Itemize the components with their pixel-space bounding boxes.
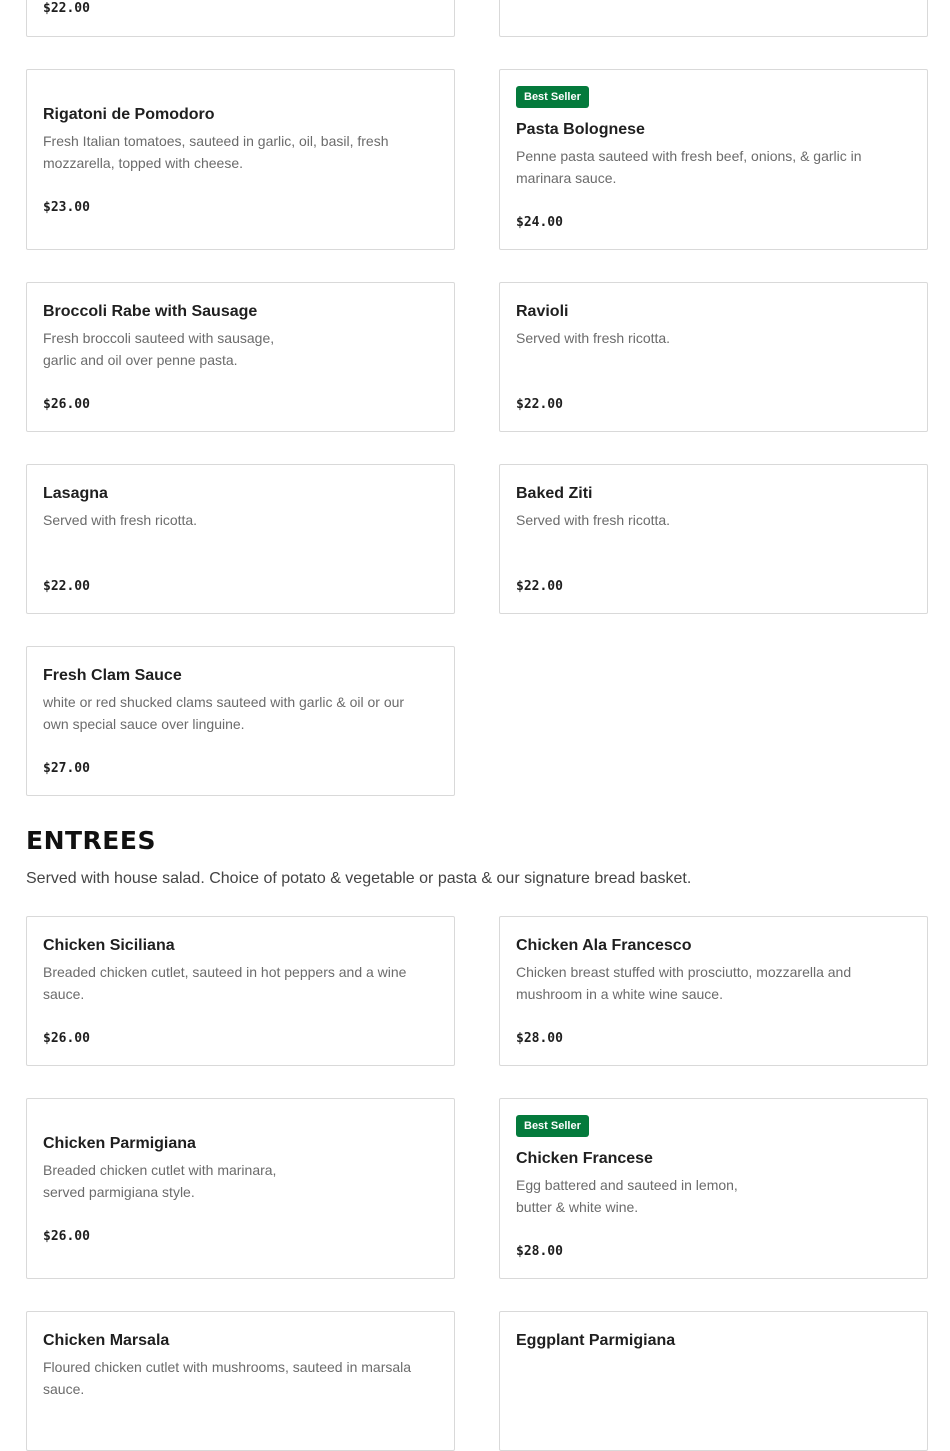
best-seller-badge: Best Seller [516, 86, 589, 108]
item-price: $22.00 [516, 579, 563, 594]
menu-item-chicken-ala-francesco[interactable] [499, 916, 928, 1066]
menu-item-chicken-francese[interactable] [499, 1098, 928, 1279]
item-name: Eggplant Parmigiana [516, 1332, 676, 1349]
item-name: Fresh Clam Sauce [43, 667, 182, 684]
item-name: Chicken Parmigiana [43, 1135, 196, 1152]
item-name: Broccoli Rabe with Sausage [43, 303, 258, 320]
menu-item-chicken-marsala[interactable] [26, 1311, 455, 1451]
item-name: Chicken Ala Francesco [516, 937, 692, 954]
item-description: Breaded chicken cutlet with marinara, served parmigiana style. [43, 1162, 277, 1200]
item-name: Chicken Siciliana [43, 937, 175, 954]
item-price: $26.00 [43, 397, 90, 412]
item-price: $23.00 [43, 200, 90, 215]
menu-item-card[interactable] [499, 0, 928, 37]
item-name: Baked Ziti [516, 485, 593, 502]
item-description: Fresh broccoli sauteed with sausage, garlic and oil over penne pasta. [43, 330, 275, 368]
item-name: Ravioli [516, 303, 569, 320]
menu-item-ravioli[interactable] [499, 282, 928, 432]
menu-item-chicken-parmigiana[interactable] [26, 1098, 455, 1279]
item-name: Pasta Bolognese [516, 121, 645, 138]
menu-item-broccoli-rabe-with-sausage[interactable] [26, 282, 455, 432]
item-description: Floured chicken cutlet with mushrooms, sauteed in marsala sauce. [43, 1359, 412, 1397]
item-price: $22.00 [516, 397, 563, 412]
menu-item-chicken-siciliana[interactable] [26, 916, 455, 1066]
item-description: Served with fresh ricotta. [516, 512, 671, 528]
menu-item-pasta-bolognese[interactable] [499, 69, 928, 250]
section-title-entrees: ENTREES [26, 826, 156, 855]
menu-item-baked-ziti[interactable] [499, 464, 928, 614]
menu-item-rigatoni-de-pomodoro[interactable] [26, 69, 455, 250]
menu-item-fresh-clam-sauce[interactable] [26, 646, 455, 796]
item-name: Rigatoni de Pomodoro [43, 106, 215, 123]
menu-item-card[interactable] [26, 0, 455, 37]
item-price: $28.00 [516, 1031, 563, 1046]
item-description: Chicken breast stuffed with prosciutto, mozzarella and mushroom in a white wine sauce. [516, 964, 852, 1002]
menu-item-eggplant-parmigiana[interactable] [499, 1311, 928, 1451]
item-name: Lasagna [43, 485, 108, 502]
menu-item-lasagna[interactable] [26, 464, 455, 614]
item-name: Chicken Francese [516, 1150, 653, 1167]
item-name: Chicken Marsala [43, 1332, 170, 1349]
item-price: $26.00 [43, 1229, 90, 1244]
best-seller-badge: Best Seller [516, 1115, 589, 1137]
item-price: $28.00 [516, 1244, 563, 1259]
item-price: $22.00 [43, 1, 90, 16]
item-price: $26.00 [43, 1031, 90, 1046]
item-description: Breaded chicken cutlet, sauteed in hot peppers and a wine sauce. [43, 964, 407, 1002]
item-price: $24.00 [516, 215, 563, 230]
item-description: Served with fresh ricotta. [516, 330, 671, 346]
item-description: Fresh Italian tomatoes, sauteed in garlic, oil, basil, fresh mozzarella, topped with cheese. [43, 133, 389, 171]
item-description: Egg battered and sauteed in lemon, butter & white wine. [516, 1177, 738, 1215]
item-description: white or red shucked clams sauteed with garlic & oil or our own special sauce over linguine. [43, 694, 405, 732]
item-price: $27.00 [43, 761, 90, 776]
item-description: Served with fresh ricotta. [43, 512, 198, 528]
item-price: $22.00 [43, 579, 90, 594]
section-subtitle: Served with house salad. Choice of potato & vegetable or pasta & our signature bread basket. [26, 870, 692, 887]
item-description: Penne pasta sauteed with fresh beef, onions, & garlic in marinara sauce. [516, 148, 862, 186]
